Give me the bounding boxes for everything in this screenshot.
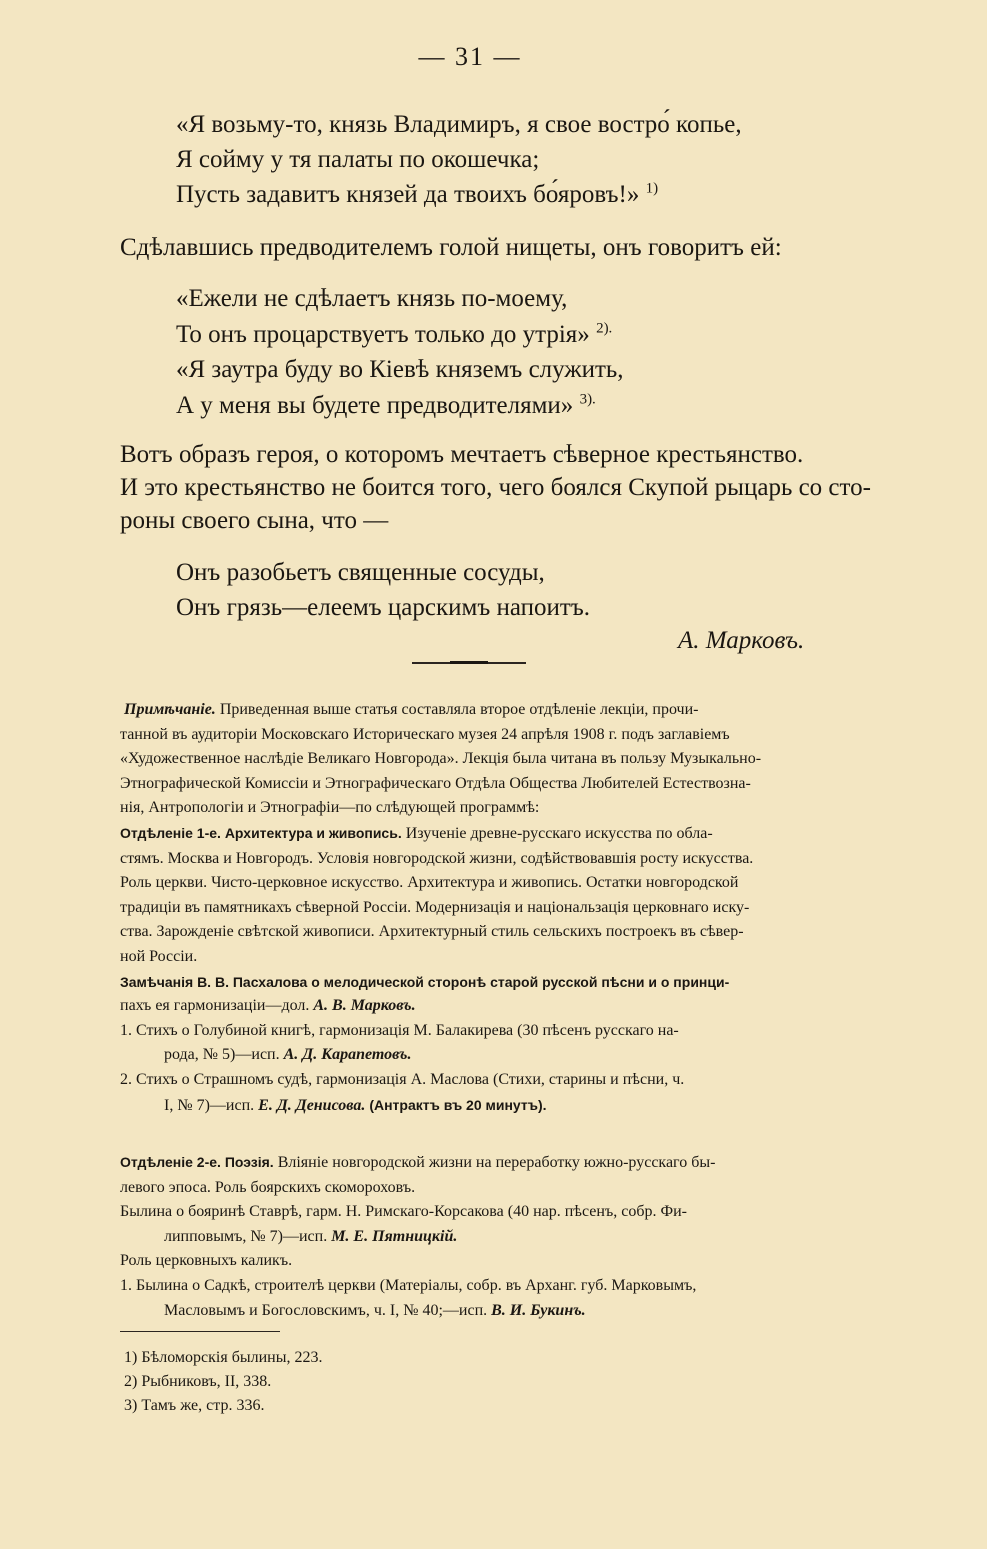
- paragraph-line: роны своего сына, что —: [120, 507, 389, 534]
- section-title: Отдѣленіе 2-е. Поэзія.: [120, 1154, 274, 1170]
- paragraph: [120, 438, 880, 537]
- verse-line: «Ежели не сдѣлаетъ князь по-моему,: [176, 285, 568, 312]
- verse-line: «Я заутра буду во Кіевѣ княземъ служить,: [176, 356, 624, 383]
- verse-block-1: [176, 107, 742, 212]
- verse-line: То онъ процарствуетъ только до утрія» $^{2).}$: [176, 320, 613, 348]
- note-block-2: Отдѣленіе 2-е. Поэзія. Вліяніе новгородской жизни на переработку южно-русскаго бы- левого эпоса. Роль боярскихъ скомороховъ. Былина о бояринѣ Ставрѣ, гарм. Н. Римскаго-Корсакова (40 нар. пѣсенъ, собр. Фи- липповымъ, № 7)—исп. М. Е. Пятницкій. Роль церковныхъ каликъ. 1. Былина о Садкѣ, строителѣ церкви (Матеріалы, собр. въ Арханг. губ. Марковымъ, Масловымъ и Богословскимъ, ч. I, № 40;—исп. В. И. Букинъ.: [120, 1154, 716, 1319]
- verse-line: Я сойму у тя палаты по окошечка;: [176, 146, 540, 173]
- signature: А. Марковъ.: [678, 627, 805, 654]
- footnote: 1) Бѣломорскія былины, 223.: [124, 1349, 323, 1366]
- footnote: 3) Тамъ же, стр. 336.: [124, 1397, 265, 1414]
- note-label: Примѣчаніе.: [124, 701, 216, 718]
- section-title: Отдѣленіе 1-е. Архитектура и живопись.: [120, 824, 402, 841]
- verse-block-2: [176, 281, 624, 423]
- footnotes: [124, 1346, 322, 1418]
- footnote-divider: [120, 1331, 280, 1332]
- paragraph-line: Вотъ образъ героя, о которомъ мечтаетъ сѣверное крестьянство.: [120, 441, 804, 468]
- note-block: Примѣчаніе. Приведенная выше статья составляла второе отдѣленіе лекціи, прочи- танной въ аудиторіи Московскаго Историческаго музея 24 апрѣля 1908 г. подъ заглавіемъ «Художественное наслѣдіе Великаго Новгорода». Лекція была читана въ пользу Музыкально- Этнографической Комиссіи и Этнографическаго Отдѣла Общества Любителей Естествозна- нія, Антропологіи и Этнографіи—по слѣдующей программѣ: Отдѣленіе 1-е. Архитектура и живопись. Изученіе древне-русскаго искусства по обла- стямъ. Москва и Новгородъ. Условія новгородской жизни, содѣйствовавшія росту искусства. Роль церкви. Чисто-церковное искусство. Архитектура и живопись. Остатки новгородской традиціи въ памятникахъ сѣверной Россіи. Модернизація и національзація церковнаго иску- ства. Зарожденіе свѣтской живописи. Архитектурный стиль сельскихъ построекъ въ сѣвер- ной Россіи. Замѣчанія В. В. Пасхалова о мелодической сторонѣ старой русской пѣсни и о принци- пахъ ея гармонизаціи—дол. А. В. Марковъ. 1. Стихъ о Голубиной книгѣ, гармонизація М. Балакирева (30 пѣсенъ русскаго на- рода, № 5)—исп. А. Д. Карапетовъ. 2. Стихъ о Страшномъ судѣ, гармонизація А. Маслова (Стихи, старины и пѣсни, ч. I, № 7)—исп. Е. Д. Денисова. (Антрактъ въ 20 минутъ).: [120, 698, 880, 1118]
- footnote-ref: 1): [645, 180, 659, 197]
- verse-line: Пусть задавитъ князей да твоихъ бо́яровъ!» $^{1)}$: [176, 180, 659, 208]
- paragraph: Сдѣлавшись предводителемъ голой нищеты, онъ говоритъ ей:: [120, 234, 782, 261]
- verse-line: Онъ разобьетъ священные сосуды,: [176, 559, 545, 586]
- remarks-title: Замѣчанія В. В. Пасхалова о мелодической сторонѣ старой русской пѣсни и о принци-: [120, 973, 730, 990]
- verse-line: Онъ грязь—елеемъ царскимъ напоитъ.: [176, 594, 591, 621]
- verse-block-3: [176, 555, 590, 625]
- verse-line: «Я возьму-то, князь Владимиръ, я свое востро́ копье,: [176, 111, 742, 138]
- divider: [412, 662, 526, 664]
- footnote: 2) Рыбниковъ, II, 338.: [124, 1373, 272, 1390]
- verse-line: А у меня вы будете предводителями» $^{3).}$: [176, 391, 596, 419]
- page-number: — 31 —: [418, 42, 522, 71]
- footnote-ref: 2).: [596, 320, 613, 337]
- paragraph-line: И это крестьянство не боится того, чего боялся Скупой рыцарь со сто-: [120, 474, 871, 501]
- footnote-ref: 3).: [579, 391, 596, 408]
